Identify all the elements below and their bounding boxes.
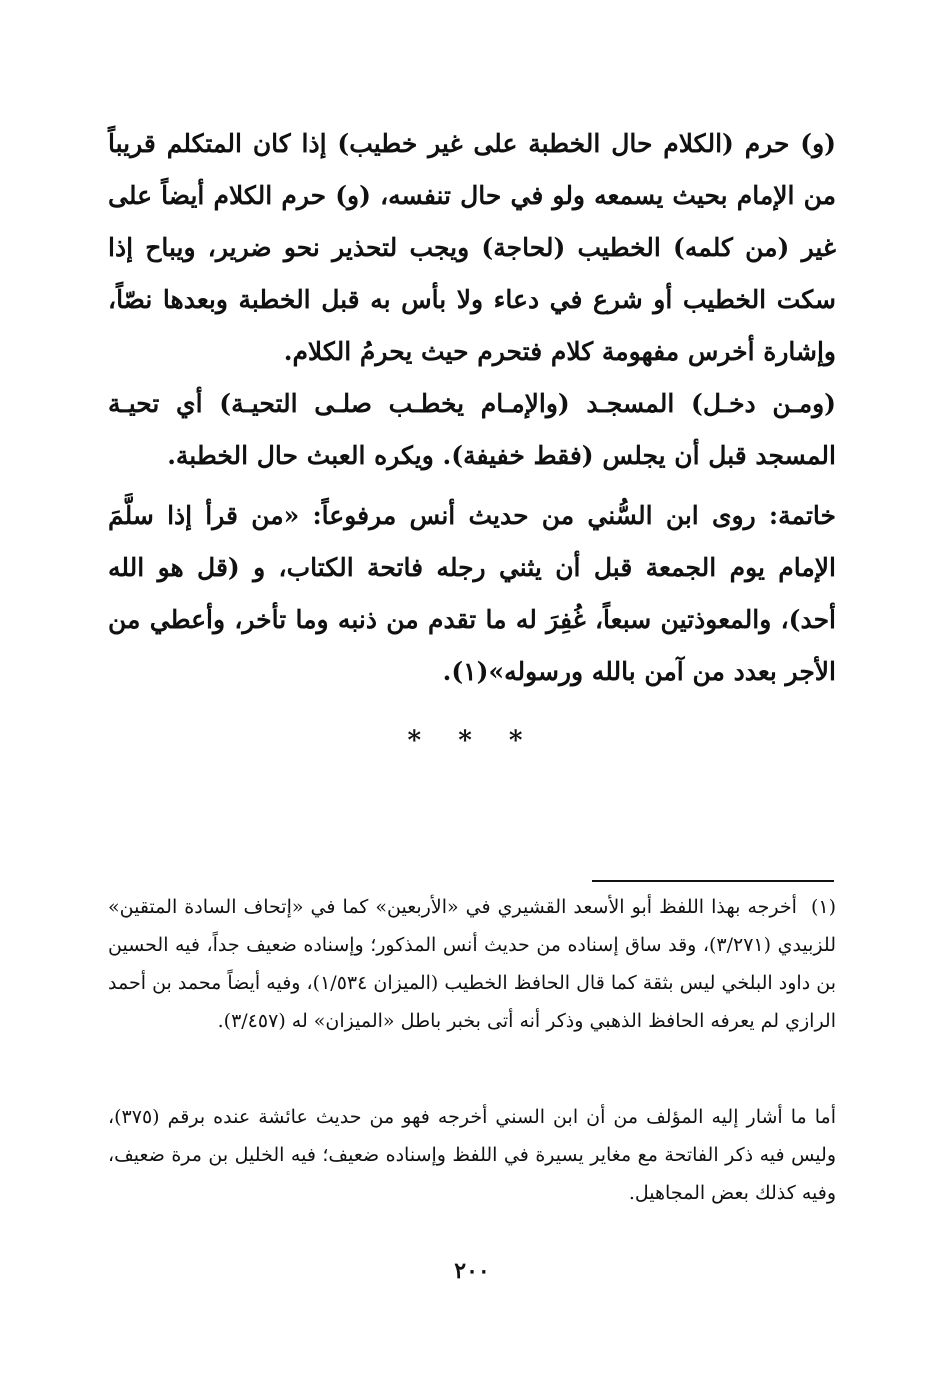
body-paragraph-1: (و) حرم (الكلام حال الخطبة على غير خطيب) إذا كان المتكلم قريباً من الإمام بحيث يسمعه ولو في حال تنفسه، (و) حرم الكلام أيضاً على غير (من كلمه) الخطيب (لحاجة) ويجب لتحذير نحو ضرير، ويباح إذا سكت الخطيب أو شرع في دعاء ولا بأس به قبل الخطبة وبعدها نصّاً، وإشارة أخرس مفهومة كلام فتحرم حيث يحرمُ الكلام. [108, 129, 836, 366]
footnote-1-text: أخرجه بهذا اللفظ أبو الأسعد القشيري في «الأربعين» كما في «إتحاف السادة المتقين» للزبيدي (٣/٢٧١)، وقد ساق إسناده من حديث أنس المذكور؛ وإسناده ضعيف جداً، فيه الحسين بن داود البلخي ليس بثقة كما قال الحافظ الخطيب (الميزان ١/٥٣٤)، وفيه أيضاً محمد بن أحمد الرازي لم يعرفه الحافظ الذهبي وذكر أنه أتى بخبر باطل «الميزان» له (٣/٤٥٧). [108, 896, 836, 1032]
footnote-separator-line [592, 880, 834, 882]
page-number: ٢٠٠ [454, 1258, 490, 1284]
body-paragraph-3: خاتمة: روى ابن السُّني من حديث أنس مرفوعاً: «من قرأ إذا سلَّمَ الإمام يوم الجمعة قبل أن يثني رجله فاتحة الكتاب، و (قل هو الله أحد)، والمعوذتين سبعاً، غُفِرَ له ما تقدم من ذنبه وما تأخر، وأعطي من الأجر بعدد من آمن بالله ورسوله»(١). [108, 501, 836, 686]
footnote-1 [108, 888, 836, 1040]
section-divider: * * * [407, 726, 537, 756]
footnote-number: (١) [810, 896, 836, 918]
body-paragraph-2: (ومـن دخـل) المسجـد (والإمـام يخطـب صلـى التحيـة) أي تحيـة المسجد قبل أن يجلس (فقط خفيفة). ويكره العبث حال الخطبة. [108, 389, 836, 470]
footnote-1-continuation: أما ما أشار إليه المؤلف من أن ابن السني أخرجه فهو من حديث عائشة عنده برقم (٣٧٥)، وليس فيه ذكر الفاتحة مع مغاير يسيرة في اللفظ وإسناده ضعيف؛ فيه الخليل بن مرة ضعيف، وفيه كذلك بعض المجاهيل. [108, 1106, 836, 1204]
